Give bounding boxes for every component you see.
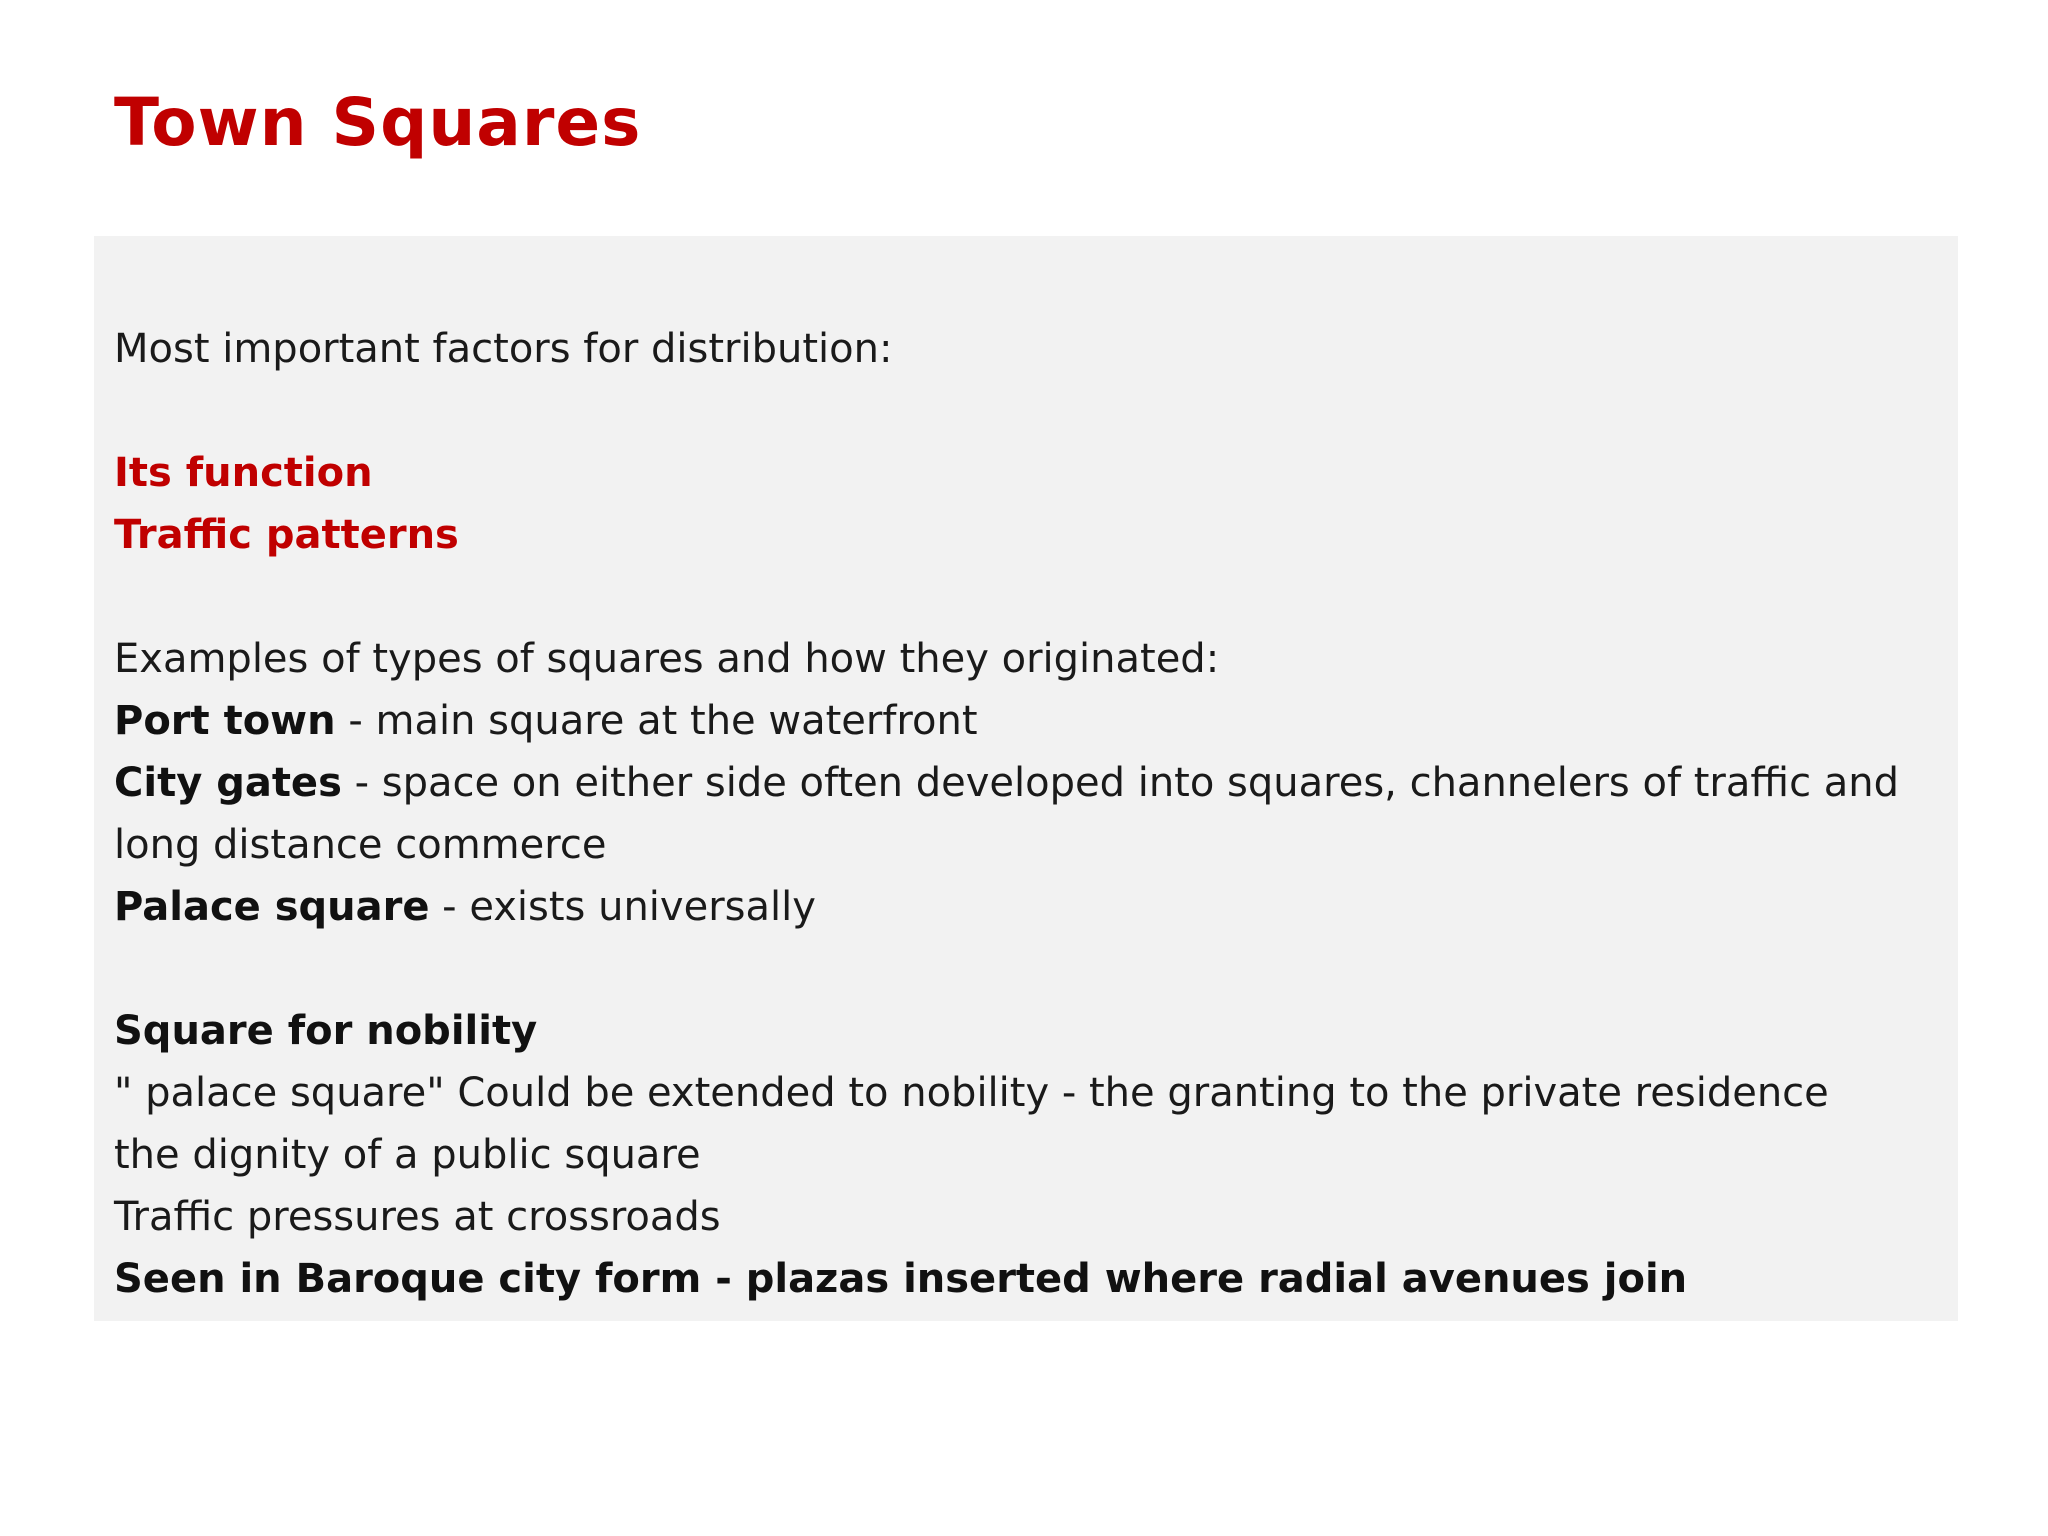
baroque-line: Seen in Baroque city form - plazas inserted where radial avenues join (114, 1256, 1688, 1302)
spacer (114, 566, 1944, 628)
spacer (114, 938, 1944, 1000)
nobility-line2: the dignity of a public square (114, 1132, 701, 1178)
traffic-line: Traffic pressures at crossroads (114, 1194, 721, 1240)
nobility-heading: Square for nobility (114, 1008, 538, 1054)
example-palace-square (114, 876, 1944, 938)
factor-function: Its function (114, 450, 373, 496)
port-town-desc: - main square at the waterfront (335, 698, 978, 744)
content-box (94, 236, 1958, 1321)
example-port-town (114, 690, 1944, 752)
slide-title: Town Squares (114, 84, 642, 161)
palace-square-desc: - exists universally (429, 884, 816, 930)
example-city-gates (114, 752, 1944, 814)
city-gates-desc-line2: long distance commerce (114, 822, 607, 868)
factor-traffic-patterns: Traffic patterns (114, 512, 459, 558)
palace-square-term: Palace square (114, 884, 430, 930)
city-gates-desc-line1: - space on either side often developed into squares, channelers of traffic and (341, 760, 1900, 806)
examples-heading: Examples of types of squares and how they originated: (114, 636, 1220, 682)
port-town-term: Port town (114, 698, 336, 744)
city-gates-term: City gates (114, 760, 342, 806)
intro-text: Most important factors for distribution: (114, 326, 893, 372)
content-body (114, 318, 1944, 1310)
nobility-line1: " palace square" Could be extended to nobility - the granting to the private residence (114, 1070, 1829, 1116)
spacer (114, 380, 1944, 442)
